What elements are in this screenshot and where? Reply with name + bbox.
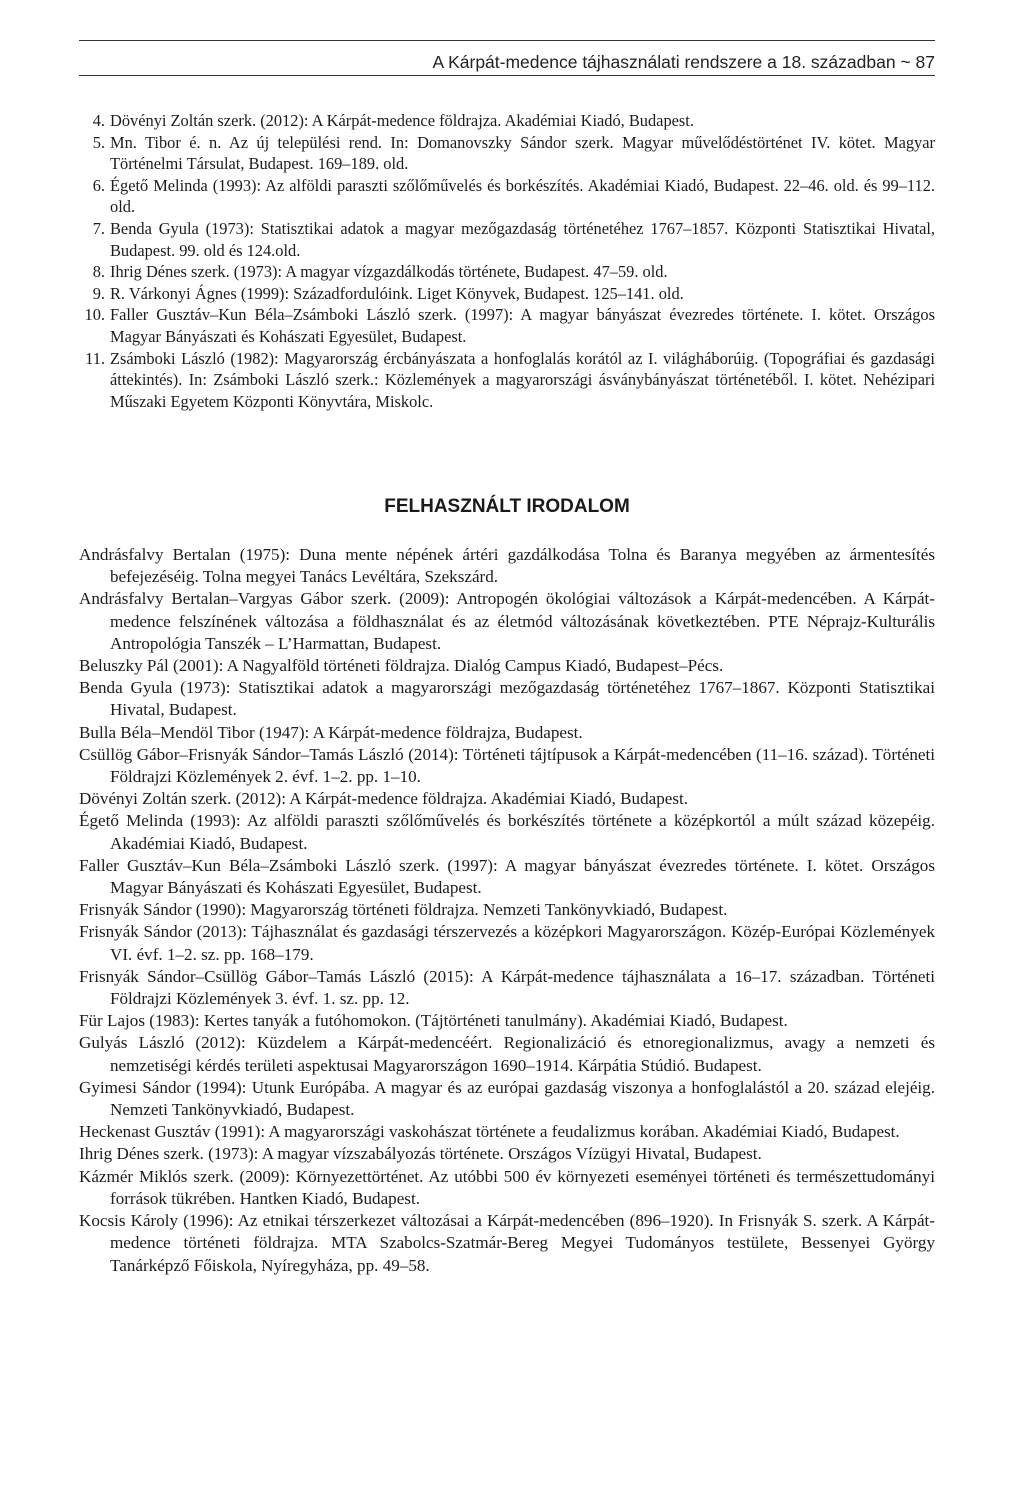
header-rule-top [79,40,935,41]
endnote-text: Dövényi Zoltán szerk. (2012): A Kárpát-medence földrajza. Akadémiai Kiadó, Budapest. [110,111,694,130]
bibliography-entry: Kocsis Károly (1996): Az etnikai térszerkezet változásai a Kárpát-medencében (896–1920). In Frisnyák S. szerk. A Kárpát-medence történeti földrajza. MTA Szabolcs-Szatmár-Bereg Megyei Tudományos testülete, Bessenyei György Tanárképző Főiskola, Nyíregyháza, pp. 49–58. [79,1211,935,1275]
bibliography-entry: Gyimesi Sándor (1994): Utunk Európába. A magyar és az európai gazdaság viszonya a honfoglalástól a 20. század elejéig. Nemzeti Tankönyvkiadó, Budapest. [79,1077,935,1120]
bibliography-entry: Andrásfalvy Bertalan (1975): Duna mente népének ártéri gazdálkodása Tolna és Baranya megyében az ármentesítés befejezéséig. Tolna megyei Tanács Levéltára, Szekszárd. [79,545,935,587]
endnote-number: 9. [92,283,105,303]
running-header: A Kárpát-medence tájhasználati rendszere a 18. században ~ 87 [432,52,935,72]
bibliography-entry: Bulla Béla–Mendöl Tibor (1947): A Kárpát-medence földrajza, Budapest. [79,722,583,742]
bibliography-entry: Égető Melinda (1993): Az alföldi paraszti szőlőművelés és borkészítés története a középkortól a múlt század közepéig. Akadémiai Kiadó, Budapest. [79,811,935,853]
endnote-number: 4. [92,111,105,130]
bibliography-entry: Csüllög Gábor–Frisnyák Sándor–Tamás László (2014): Történeti tájtípusok a Kárpát-medencében (11–16. század). Történeti Földrajzi Közlemények 2. évf. 1–2. pp. 1–10. [79,744,935,787]
section-heading: FELHASZNÁLT IRODALOM [384,496,630,517]
bibliography-entry: Frisnyák Sándor–Csüllög Gábor–Tamás László (2015): A Kárpát-medence tájhasználata a 16–17. században. Történeti Földrajzi Közlemények 3. évf. 1. sz. pp. 12. [79,966,935,1009]
endnote-item [79,132,935,175]
endnote-text: Faller Gusztáv–Kun Béla–Zsámboki László szerk. (1997): A magyar bányászat évezredes története. I. kötet. Országos Magyar Bányászati és Kohászati Egyesület, Budapest. [110,305,935,346]
endnote-text: Benda Gyula (1973): Statisztikai adatok a magyar mezőgazdaság történetéhez 1767–1857. Központi Statisztikai Hivatal, Budapest. 99. old és 124.old. [110,218,935,260]
endnote-item [79,304,935,347]
bibliography-entry: Frisnyák Sándor (2013): Tájhasználat és gazdasági térszervezés a középkori Magyarországon. Közép-Európai Közlemények VI. évf. 1–2. sz. pp. 168–179. [79,922,935,964]
bibliography-entry: Andrásfalvy Bertalan–Vargyas Gábor szerk. (2009): Antropogén ökológiai változások a Kárpát-medencében. A Kárpát-medence felszínének változása a földhasználat és az életmód változásának következtében. PTE Néprajz-Kulturális Antropológia Tanszék – L’Harmattan, Budapest. [79,589,935,653]
endnote-number: 5. [92,132,105,152]
endnote-item [79,218,935,261]
bibliography-entry: Dövényi Zoltán szerk. (2012): A Kárpát-medence földrajza. Akadémiai Kiadó, Budapest. [79,789,689,809]
endnote-number: 8. [92,262,105,282]
endnote-text: Mn. Tibor é. n. Az új települési rend. In: Domanovszky Sándor szerk. Magyar művelődéstörténet IV. kötet. Magyar Történelmi Társulat, Budapest. 169–189. old. [110,132,935,174]
endnote-item [79,283,935,305]
bibliography-entry: Kázmér Miklós szerk. (2009): Környezettörténet. Az utóbbi 500 év környezeti eseményei történeti és természettudományi források tükrében. Hantken Kiadó, Budapest. [79,1166,935,1208]
bibliography-entry: Beluszky Pál (2001): A Nagyalföld történeti földrajza. Dialóg Campus Kiadó, Budapest–Pécs. [79,656,724,676]
endnote-text: Ihrig Dénes szerk. (1973): A magyar vízgazdálkodás története, Budapest. 47–59. old. [110,262,668,282]
endnote-item [79,110,935,132]
endnote-item [79,261,935,283]
bibliography-entry: Gulyás László (2012): Küzdelem a Kárpát-medencéért. Regionalizáció és etnoregionalizmus, avagy a nemzeti és nemzetiségi kérdés területi aspektusai Magyarországon 1690–1914. Kárpátia Stúdió. Budapest. [79,1033,935,1075]
endnote-text: R. Várkonyi Ágnes (1999): Századfordulóink. Liget Könyvek, Budapest. 125–141. old. [110,283,684,303]
endnote-number: 10. [84,305,105,325]
bibliography-entry: Faller Gusztáv–Kun Béla–Zsámboki László szerk. (1997): A magyar bányászat évezredes története. I. kötet. Országos Magyar Bányászati és Kohászati Egyesület, Budapest. [79,855,935,898]
endnote-number: 6. [92,175,105,195]
endnote-item [79,348,935,413]
bibliography-entry: Für Lajos (1983): Kertes tanyák a futóhomokon. (Tájtörténeti tanulmány). Akadémiai Kiadó, Budapest. [79,1011,788,1031]
endnotes-list [79,110,935,412]
bibliography-entry: Ihrig Dénes szerk. (1973): A magyar vízszabályozás története. Országos Vízügyi Hivatal, Budapest. [79,1144,762,1164]
bibliography-entry: Heckenast Gusztáv (1991): A magyarországi vaskohászat története a feudalizmus korában. Akadémiai Kiadó, Budapest. [79,1122,900,1142]
endnote-text: Zsámboki László (1982): Magyarország ércbányászata a honfoglalás korától az I. világháborúig. (Topográfiai és gazdasági áttekintés). In: Zsámboki László szerk.: Közlemények a magyarországi ásványbányászat történetéből. I. kötet. Nehézipari Műszaki Egyetem Központi Könyvtára, Miskolc. [110,348,935,411]
bibliography-entry: Benda Gyula (1973): Statisztikai adatok a magyarországi mezőgazdaság történetéhez 1767–1867. Központi Statisztikai Hivatal, Budapest. [79,678,935,720]
header-rule-bottom [79,75,935,76]
endnote-item [79,175,935,218]
endnote-number: 11. [85,348,105,368]
endnote-text: Égető Melinda (1993): Az alföldi paraszti szőlőművelés és borkészítés. Akadémiai Kiadó, Budapest. 22–46. old. és 99–112. old. [110,175,935,217]
bibliography-entry: Frisnyák Sándor (1990): Magyarország történeti földrajza. Nemzeti Tankönyvkiadó, Budapest. [79,900,728,920]
endnote-number: 7. [92,218,105,238]
bibliography-list [79,544,935,1277]
